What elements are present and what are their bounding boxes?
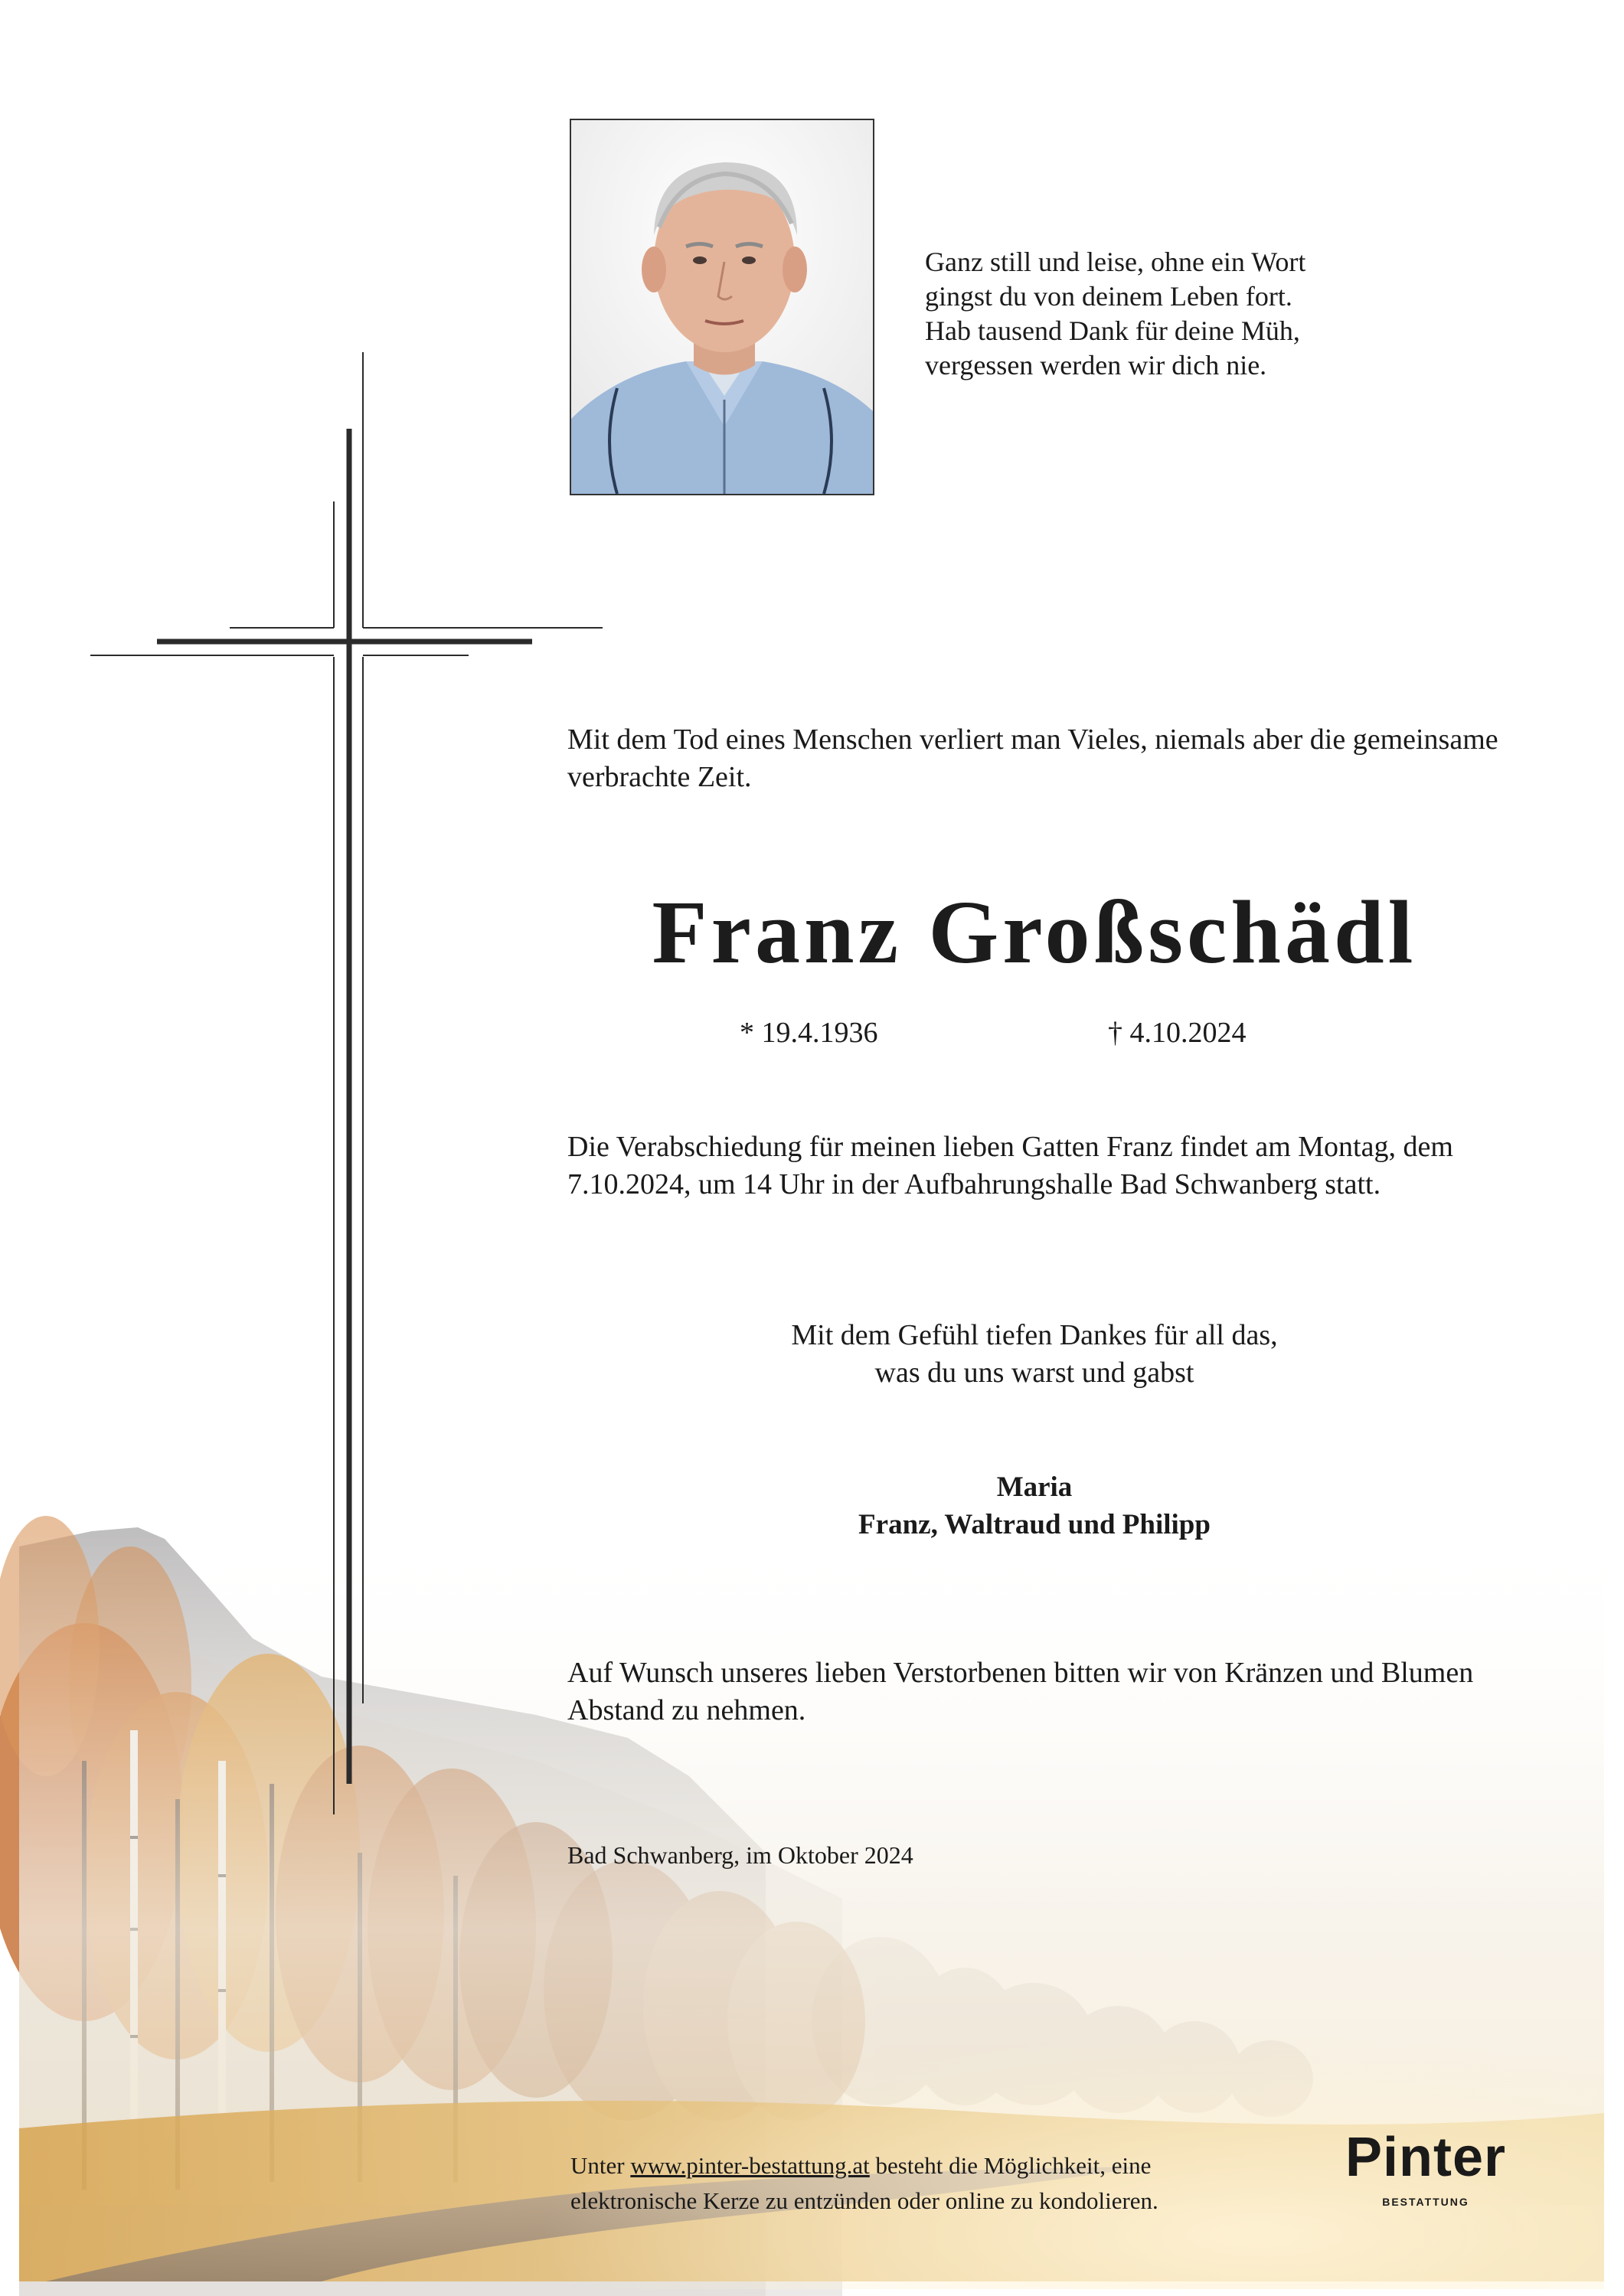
memorial-quote: Mit dem Tod eines Menschen verliert man Vieles, niemals aber die gemeinsame verbrachte Zeit. [567,723,1498,793]
deceased-name: Franz Großschädl [652,882,1417,982]
family-line: Franz, Waltraud und Philipp [858,1509,1211,1540]
poem-line: vergessen werden wir dich nie. [925,350,1267,380]
funeral-announcement: Die Verabschiedung für meinen lieben Gatten Franz findet am Montag, dem 7.10.2024, um 14 Uhr in der Aufbahrungshalle Bad Schwanberg statt. [567,1131,1453,1200]
poem-line: gingst du von deinem Leben fort. [925,281,1292,312]
poem-line: Hab tausend Dank für deine Müh, [925,315,1300,346]
flower-wish-note: Auf Wunsch unseres lieben Verstorbenen bitten wir von Kränzen und Blumen Abstand zu nehmen. [567,1657,1474,1726]
thanks-line: was du uns warst und gabst [874,1357,1194,1389]
logo-name: Pinter [1345,2127,1507,2188]
footer-suffix: besteht die Möglichkeit, eine [869,2152,1152,2179]
family-signature [567,1468,1501,1543]
footer-prefix: Unter [570,2152,631,2179]
footer-note [570,2148,1158,2219]
family-line: Maria [996,1471,1073,1503]
portrait-photo [570,119,874,495]
pinter-logo [1341,2127,1510,2208]
footer-line-2: elektronische Kerze zu entzünden oder online zu kondolieren. [570,2187,1158,2214]
death-date: † 4.10.2024 [1108,1017,1247,1049]
footer-line-1 [570,2148,1158,2183]
thanks-message [567,1317,1501,1392]
poem-line: Ganz still und leise, ohne ein Wort [925,247,1306,277]
thanks-line: Mit dem Gefühl tiefen Dankes für all das, [791,1319,1278,1351]
website-link[interactable]: www.pinter-bestattung.at [630,2152,870,2179]
poem [925,245,1305,383]
place-date: Bad Schwanberg, im Oktober 2024 [567,1841,913,1869]
birth-date: * 19.4.1936 [740,1017,878,1049]
logo-subtitle: BESTATTUNG [1382,2196,1469,2208]
